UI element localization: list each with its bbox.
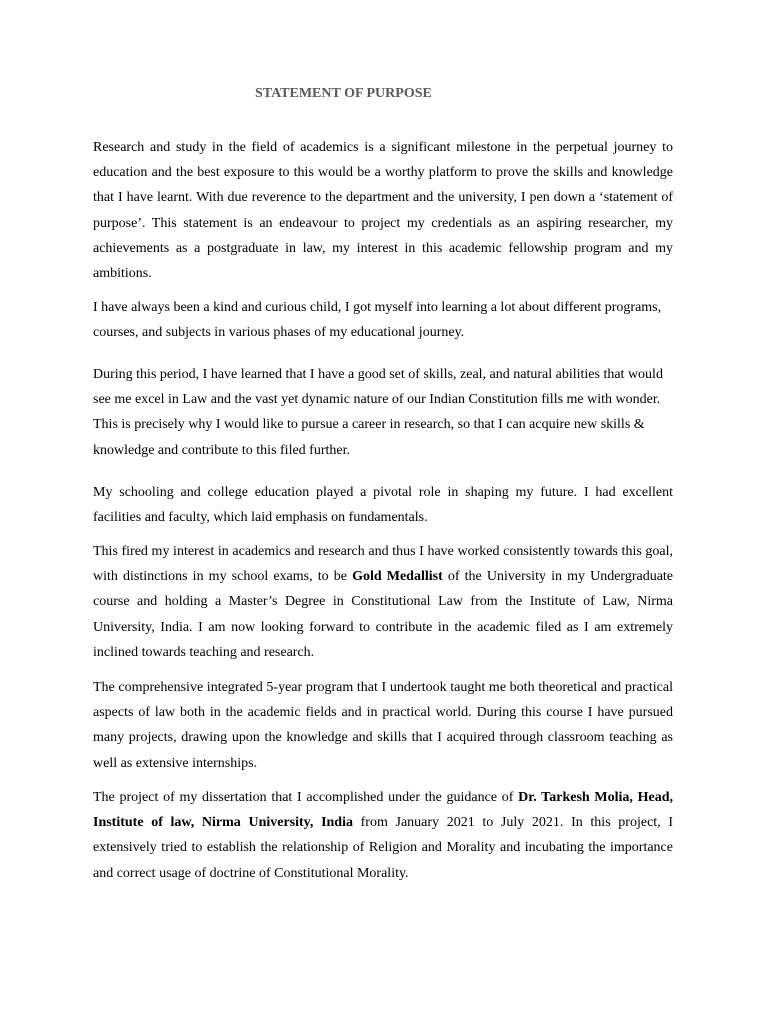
paragraph-text: The project of my dissertation that I accomplished under the guidance of	[93, 790, 519, 805]
paragraph-childhood: I have always been a kind and curious child, I got myself into learning a lot about different programs, courses, and subjects in various phases of my educational journey.	[93, 300, 662, 341]
paragraph-text: This fired my interest in academics and research and thus I have worked consistently towards this goal, with distinctions in my school exams, to be	[93, 544, 673, 585]
paragraph-text: from January 2021 to July 2021. In this project, I extensively tried to establish the relationship of Religion and Morality and incubating the importance and correct usage of doctrine of Constitutional Morality.	[93, 815, 673, 881]
gold-medallist-highlight: Gold Medallist	[352, 569, 443, 585]
paragraph-text: of the University in my Undergraduate course and holding a Master’s Degree in Constitutional Law from the Institute of Law, Nirma University, India. I am now looking forward to contribute in the academic filed as I am extremely inclined towards teaching and research.	[93, 569, 674, 660]
paragraph-skills: During this period, I have learned that I have a good set of skills, zeal, and natural abilities that would see me excel in Law and the vast yet dynamic nature of our Indian Constitution fills me with wonder. This is precisely why I would like to pursue a career in research, so that I can acquire new skills & knowledge and contribute to this filed further.	[93, 367, 663, 458]
guide-name-highlight: Dr. Tarkesh Molia, Head, Institute of law, Nirma University, India	[93, 790, 673, 831]
document-title: STATEMENT OF PURPOSE	[255, 86, 432, 101]
paragraph-dissertation	[93, 785, 673, 886]
paragraph-introduction: Research and study in the field of academics is a significant milestone in the perpetual journey to education and the best exposure to this would be a worthy platform to prove the skills and knowledge that I have learnt. With due reverence to the department and the university, I pen down a ‘statement of purpose’. This statement is an endeavour to project my credentials as an aspiring researcher, my achievements as a postgraduate in law, my interest in this academic fellowship program and my ambitions.	[93, 140, 673, 282]
paragraph-education: My schooling and college education played a pivotal role in shaping my future. I had excellent facilities and faculty, which laid emphasis on fundamentals.	[93, 485, 673, 526]
paragraph-achievements	[93, 539, 673, 665]
paragraph-program: The comprehensive integrated 5-year program that I undertook taught me both theoretical and practical aspects of law both in the academic fields and in practical world. During this course I have pursued many projects, drawing upon the knowledge and skills that I acquired through classroom teaching as well as extensive internships.	[93, 680, 673, 771]
